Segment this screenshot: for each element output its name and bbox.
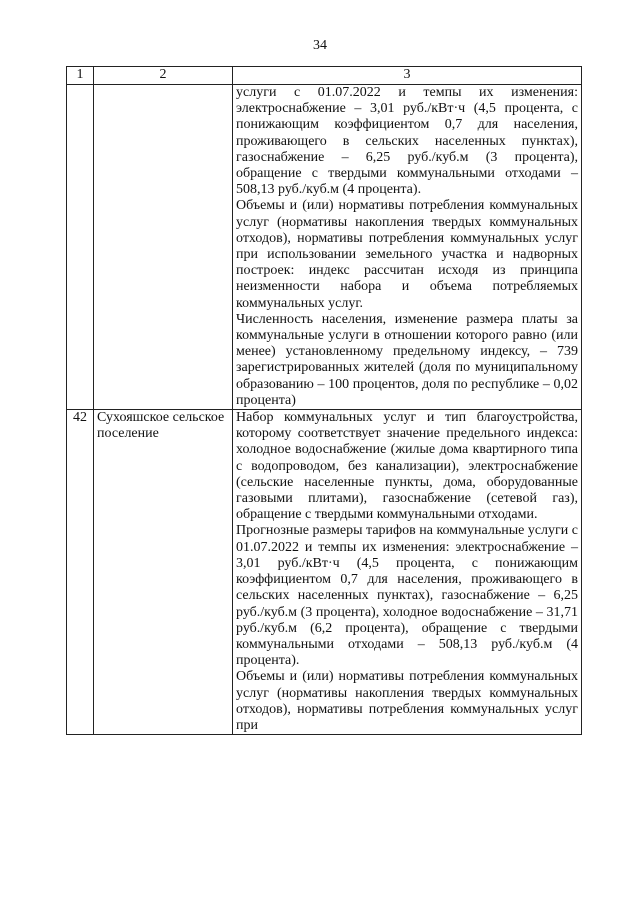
municipality-name bbox=[94, 85, 233, 410]
description-paragraph: Прогнозные размеры тарифов на коммунальные услуги с 01.07.2022 и темпы их изменения: электроснабжение – 3,01 руб./кВт·ч (4,5 процента, с понижающим коэффициентом 0,7 для населения, проживающего в сельских населенных пунктах), газоснабжение – 6,25 руб./куб.м (3 процента), холодное водоснабжение – 31,71 руб./куб.м (6,2 процента), обращение с твердыми коммунальными отходами – 508,13 руб./куб.м (4 процента). bbox=[236, 523, 578, 669]
header-col-2: 2 bbox=[94, 67, 233, 85]
page-number: 34 bbox=[313, 38, 327, 53]
table-header-row bbox=[67, 67, 582, 85]
description-paragraph: Объемы и (или) нормативы потребления коммунальных услуг (нормативы накопления твердых коммунальных отходов), нормативы потребления коммунальных услуг при использовании земельного участка и надворных построек: индекс рассчитан исходя из принципа неизменности набора и объема потребляемых коммунальных услуг. bbox=[236, 198, 578, 311]
tariff-table bbox=[66, 66, 582, 735]
row-number bbox=[67, 85, 94, 410]
description-paragraph: Набор коммунальных услуг и тип благоустройства, которому соответствует значение предельного индекса: холодное водоснабжение (жилые дома квартирного типа с водопроводом, без канализации), электроснабжение (сельские населенные пункты, дома, оборудованные газовыми плитами), газоснабжение (сетевой газ), обращение с твердыми коммунальными отходами. bbox=[236, 410, 578, 523]
header-col-1: 1 bbox=[67, 67, 94, 85]
header-col-3: 3 bbox=[233, 67, 582, 85]
description-paragraph: Объемы и (или) нормативы потребления коммунальных услуг (нормативы накопления твердых коммунальных отходов), нормативы потребления коммунальных услуг при bbox=[236, 669, 578, 733]
table-row bbox=[67, 85, 582, 410]
municipality-name: Сухояшское сельское поселение bbox=[94, 410, 233, 735]
row-number: 42 bbox=[67, 410, 94, 735]
row-description bbox=[233, 410, 582, 735]
row-description bbox=[233, 85, 582, 410]
table-row bbox=[67, 410, 582, 735]
description-paragraph: услуги с 01.07.2022 и темпы их изменения: электроснабжение – 3,01 руб./кВт·ч (4,5 процента, с понижающим коэффициентом 0,7 для населения, проживающего в сельских населенных пунктах), газоснабжение – 6,25 руб./куб.м (3 процента), обращение с твердыми коммунальными отходами – 508,13 руб./куб.м (4 процента). bbox=[236, 85, 578, 198]
description-paragraph: Численность населения, изменение размера платы за коммунальные услуги в отношении которого равно (или менее) установленному предельному индексу, – 739 зарегистрированных жителей (доля по муниципальному образованию – 100 процентов, доля по республике – 0,02 процента) bbox=[236, 311, 578, 408]
